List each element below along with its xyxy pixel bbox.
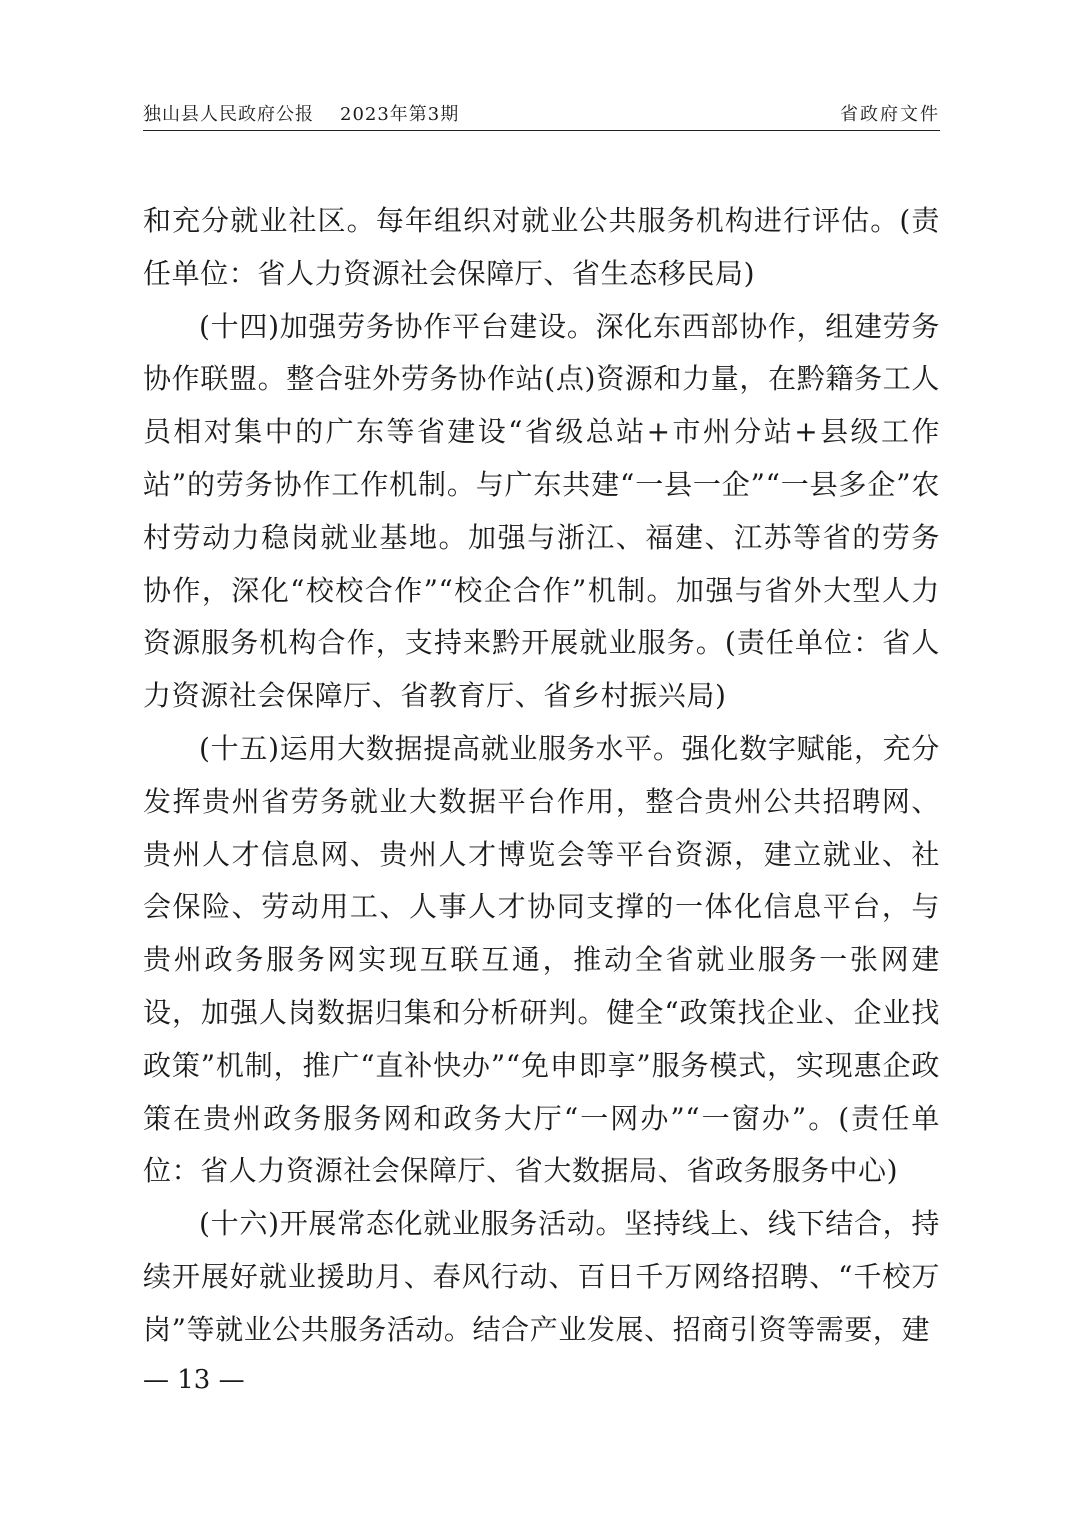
section-title: 省政府文件 [840,104,940,125]
paragraph-item-15: (十五)运用大数据提高就业服务水平。强化数字赋能，充分发挥贵州省劳务就业大数据平台作用，整合贵州公共招聘网、贵州人才信息网、贵州人才博览会等平台资源，建立就业、社会保险、劳动用工、人事人才协同支撑的一体化信息平台，与贵州政务服务网实现互联互通，推动全省就业服务一张网建设，加强人岗数据归集和分析研判。健全“政策找企业、企业找政策”机制，推广“直补快办”“免申即享”服务模式，实现惠企政策在贵州政务服务网和政务大厅“一网办”“一窗办”。(责任单位：省人力资源社会保障厅、省大数据局、省政务服务中心) [143,731,940,1188]
document-body [143,195,940,1357]
page-header [143,100,940,131]
paragraph-item-16: (十六)开展常态化就业服务活动。坚持线上、线下结合，持续开展好就业援助月、春风行动、百日千万网络招聘、“千校万岗”等就业公共服务活动。结合产业发展、招商引资等需要，建 [143,1207,940,1346]
issue-number: 2023年第3期 [340,104,460,125]
header-left [143,100,459,130]
page-number: — 13 — [143,1365,245,1395]
paragraph-continuation: 和充分就业社区。每年组织对就业公共服务机构进行评估。(责任单位：省人力资源社会保障厅、省生态移民局) [143,204,940,290]
paragraph-item-14: (十四)加强劳务协作平台建设。深化东西部协作，组建劳务协作联盟。整合驻外劳务协作站(点)资源和力量，在黔籍务工人员相对集中的广东等省建设“省级总站+市州分站+县级工作站”的劳务协作工作机制。与广东共建“一县一企”“一县多企”农村劳动力稳岗就业基地。加强与浙江、福建、江苏等省的劳务协作，深化“校校合作”“校企合作”机制。加强与省外大型人力资源服务机构合作，支持来黔开展就业服务。(责任单位：省人力资源社会保障厅、省教育厅、省乡村振兴局) [143,309,940,713]
publication-title: 独山县人民政府公报 [143,104,314,125]
